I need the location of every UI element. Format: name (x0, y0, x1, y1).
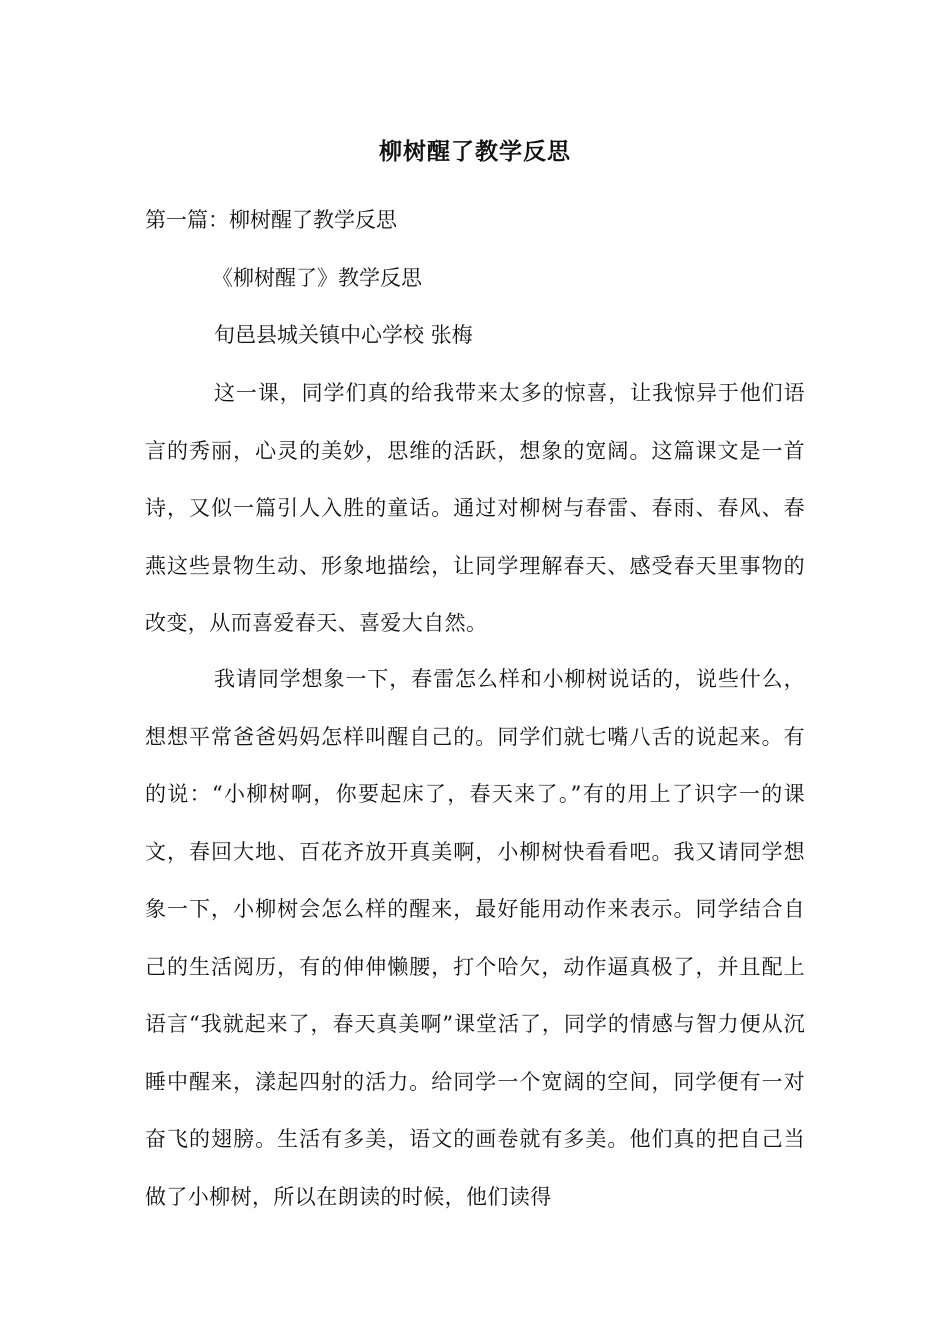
body-paragraph: 这一课，同学们真的给我带来太多的惊喜，让我惊异于他们语言的秀丽，心灵的美妙，思维的活跃，想象的宽阔。这篇课文是一首诗，又似一篇引人入胜的童话。通过对柳树与春雷、春雨、春风、春燕这些景物生动、形象地描绘，让同学理解春天、感受春天里事物的改变，从而喜爱春天、喜爱大自然。 (145, 381, 805, 635)
document-title: 柳树醒了教学反思 (379, 138, 571, 165)
body-paragraph: 我请同学想象一下，春雷怎么样和小柳树说话的，说些什么，想想平常爸爸妈妈怎样叫醒自己的。同学们就七嘴八舌的说起来。有的说：“小柳树啊，你要起床了，春天来了。”有的用上了识字一的课文，春回大地、百花齐放开真美啊，小柳树快看看吧。我又请同学想象一下，小柳树会怎么样的醒来，最好能用动作来表示。同学结合自己的生活阅历，有的伸伸懒腰，打个哈欠，动作逼真极了，并且配上语言“我就起来了，春天真美啊”课堂活了，同学的情感与智力便从沉睡中醒来，漾起四射的活力。给同学一个宽阔的空间，同学便有一对奋飞的翅膀。生活有多美，语文的画卷就有多美。他们真的把自己当做了小柳树，所以在朗读的时候，他们读得 (145, 667, 805, 1209)
article-subtitle: 《柳树醒了》教学反思 (212, 266, 422, 290)
section-heading: 第一篇：柳树醒了教学反思 (145, 208, 397, 232)
author-line: 旬邑县城关镇中心学校 张梅 (214, 323, 473, 347)
